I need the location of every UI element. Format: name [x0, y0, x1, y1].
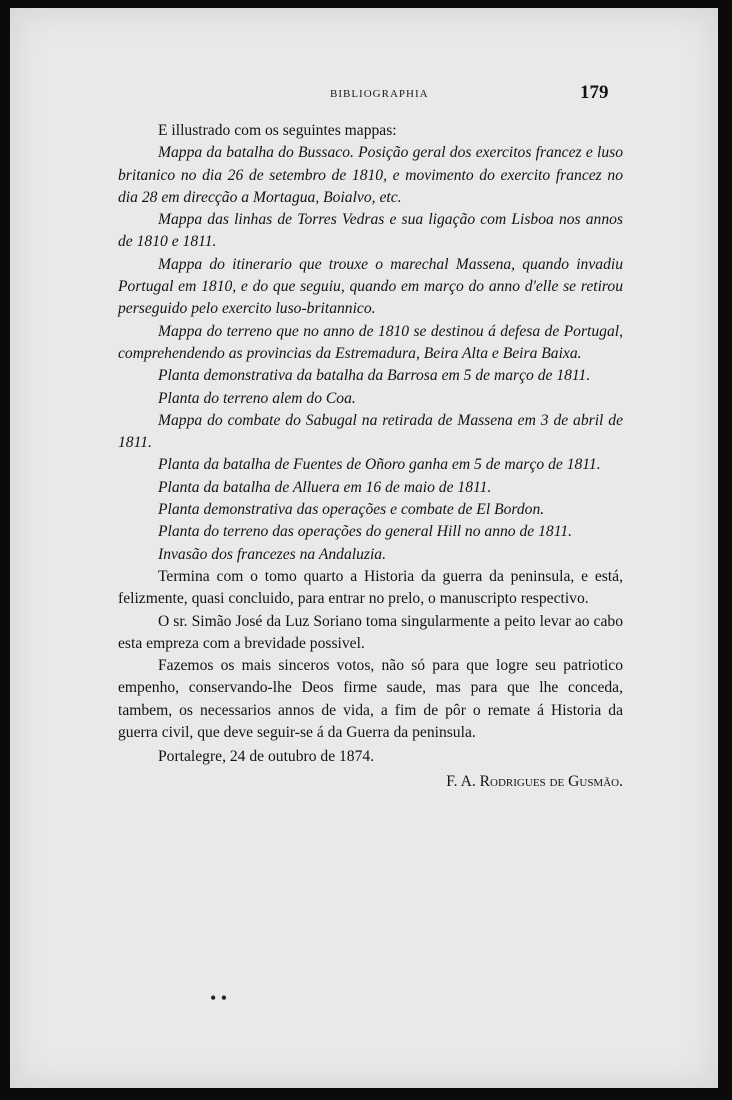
map-entry: Planta da batalha de Fuentes de Oñoro ganha em 5 de março de 1811.	[158, 456, 601, 474]
body-paragraph: Fazemos os mais sinceros votos, não só para que logre seu patriotico empenho, conservando-lhe Deos firme saude, mas para que lhe conceda, tambem, os necessarios annos de vida, a fim de pôr o remate á Historia da guerra civil, que deve seguir-se á da Guerra da peninsula.	[118, 657, 623, 742]
book-page	[10, 8, 718, 1088]
running-title: BIBLIOGRAPHIA	[330, 88, 429, 100]
map-entry: Mappa da batalha do Bussaco. Posição geral dos exercitos francez e luso britanico no dia 26 de setembro de 1810, e movimento do exercito francez no dia 28 em direcção a Mortagua, Boialvo, etc.	[118, 144, 623, 206]
body-paragraph: Termina com o tomo quarto a Historia da guerra da peninsula, e está, felizmente, quasi concluido, para entrar no prelo, o manuscripto respectivo.	[118, 567, 623, 608]
author-signature: F. A. Rodrigues de Gusmão.	[446, 772, 623, 790]
map-entry: Planta demonstrativa das operações e combate de El Bordon.	[158, 501, 545, 519]
ornament-dots: • •	[210, 988, 228, 1008]
intro-paragraph: E illustrado com os seguintes mappas:	[158, 122, 397, 139]
map-entry: Mappa do combate do Sabugal na retirada de Massena em 3 de abril de 1811.	[118, 411, 623, 452]
map-entry: Planta do terreno alem do Coa.	[158, 389, 356, 407]
body-text	[118, 120, 623, 793]
body-paragraph: O sr. Simão José da Luz Soriano toma singularmente a peito levar ao cabo esta empreza com a brevidade possivel.	[118, 612, 623, 652]
map-entry: Planta do terreno das operações do general Hill no anno de 1811.	[158, 523, 573, 541]
map-entry: Planta da batalha de Alluera em 16 de maio de 1811.	[158, 478, 492, 496]
page-number: 179	[580, 82, 609, 103]
map-entry: Invasão dos francezes na Andaluzia.	[158, 545, 386, 563]
map-entry: Mappa das linhas de Torres Vedras e sua ligação com Lisboa nos annos de 1810 e 1811.	[118, 211, 623, 251]
map-entry: Planta demonstrativa da batalha da Barrosa em 5 de março de 1811.	[158, 367, 591, 385]
map-entry: Mappa do itinerario que trouxe o marechal Massena, quando invadiu Portugal em 1810, e do que seguiu, quando em março do anno d'elle se retirou perseguido pelo exercito luso-britannico.	[118, 255, 623, 318]
place-date: Portalegre, 24 de outubro de 1874.	[158, 748, 375, 766]
map-entry: Mappa do terreno que no anno de 1810 se destinou á defesa de Portugal, comprehendendo as provincias da Estremadura, Beira Alta e Beira Baixa.	[118, 322, 623, 362]
